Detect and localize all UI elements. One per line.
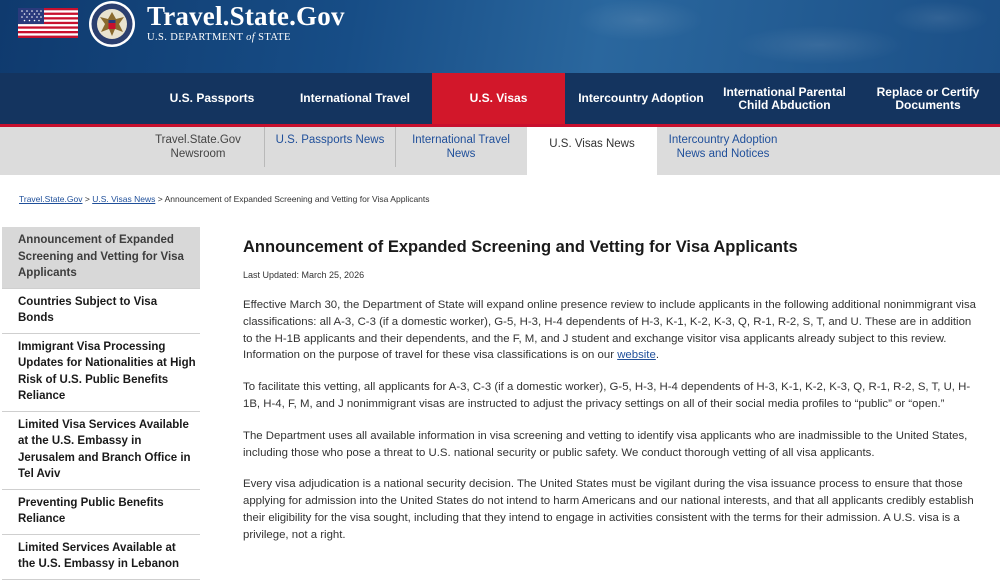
- subnav-separator: [395, 127, 396, 167]
- nav-international-parental-child-abduction[interactable]: International Parental Child Abduction: [723, 84, 846, 112]
- article-paragraph: Effective March 30, the Department of State will expand online presence review to include applicants in the following additional nonimmigrant visa classifications: all A-3, C-3 (if a domestic worker), G-5, H-3, H-4 dependents of H-3, K-1, K-2, K-3, Q, R-1, R-2, S, T, and U. These are in addition to the H-1B applicants and their dependents, and the F, M, and J student and exchange visitor visa applicants already subject to this review. Information on the purpose of travel for these visa classifications is on our website.: [243, 299, 976, 362]
- article-paragraph: The Department uses all available information in visa screening and vetting to identify visa applicants who are inadmissible to the United States, including those who pose a threat to U.S. national security or public safety. We conduct thorough vetting of all visa applicants.: [243, 429, 968, 459]
- nav-replace-or-certify-documents[interactable]: Replace or Certify Documents: [876, 84, 980, 112]
- subnav-intercountry-adoption-news[interactable]: Intercountry Adoption News and Notices: [668, 134, 778, 160]
- nav-us-visas[interactable]: U.S. Visas: [432, 73, 565, 124]
- sidebar-item-expanded-screening[interactable]: Announcement of Expanded Screening and Vetting for Visa Applicants: [2, 227, 200, 289]
- article-paragraph: To facilitate this vetting, all applicants for A-3, C-3 (if a domestic worker), G-5, H-3, H-4 dependents of H-3, K-1, K-2, K-3, Q, R-1, R-2, S, T, U, H-1B, H-4, F, M, and J nonimmigrant visas are instructed to adjust the privacy settings on all of their social media profiles to “public” or “open.”: [243, 381, 971, 410]
- department-subtitle: U.S. DEPARTMENT of STATE: [147, 32, 291, 43]
- breadcrumb-separator: >: [157, 194, 163, 204]
- website-link[interactable]: website: [617, 349, 656, 362]
- site-title[interactable]: Travel.State.Gov: [147, 1, 345, 31]
- subnav-international-travel-news[interactable]: International Travel News: [412, 134, 510, 160]
- us-flag-icon[interactable]: [18, 8, 78, 38]
- sidebar-item-jerusalem-tel-aviv[interactable]: Limited Visa Services Available at the U.S. Embassy in Jerusalem and Branch Office in Tel Aviv: [2, 412, 200, 490]
- secondary-nav: [0, 127, 1000, 175]
- site-brand[interactable]: [147, 1, 345, 43]
- article-title: Announcement of Expanded Screening and Vetting for Visa Applicants: [243, 238, 798, 256]
- primary-nav: [0, 73, 1000, 124]
- subnav-us-visas-news[interactable]: U.S. Visas News: [527, 127, 657, 177]
- header-map-background: [440, 0, 1000, 73]
- nav-international-travel[interactable]: International Travel: [299, 91, 411, 105]
- site-header: [0, 0, 1000, 73]
- sidebar-item-lebanon[interactable]: Limited Services Available at the U.S. Embassy in Lebanon: [2, 535, 200, 580]
- subnav-separator: [264, 127, 265, 167]
- article: [243, 236, 978, 544]
- subnav-newsroom[interactable]: Travel.State.Gov Newsroom: [155, 134, 241, 160]
- breadcrumb-section-link[interactable]: U.S. Visas News: [92, 194, 156, 204]
- department-seal-icon[interactable]: [86, 0, 138, 50]
- last-updated: Last Updated: March 25, 2026: [243, 270, 365, 280]
- breadcrumb-separator: >: [84, 194, 90, 204]
- nav-intercountry-adoption[interactable]: Intercountry Adoption: [578, 91, 704, 105]
- breadcrumb-home-link[interactable]: Travel.State.Gov: [19, 194, 83, 204]
- sidebar-item-immigrant-visa-processing[interactable]: Immigrant Visa Processing Updates for Nationalities at High Risk of U.S. Public Benefits Reliance: [2, 334, 200, 412]
- sidebar-item-public-benefits[interactable]: Preventing Public Benefits Reliance: [2, 490, 200, 535]
- breadcrumb: [19, 194, 430, 204]
- article-paragraph: Every visa adjudication is a national security decision. The United States must be vigilant during the visa issuance process to ensure that those applying for admission into the United States do not intend to harm Americans and our national interests, and that all applicants credibly establish their eligibility for the visa sought, including that they intend to engage in activities consistent with the terms for their admission. A U.S. visa is a privilege, not a right.: [243, 478, 974, 541]
- breadcrumb-current: Announcement of Expanded Screening and Vetting for Visa Applicants: [164, 194, 430, 204]
- sidebar-item-visa-bonds[interactable]: Countries Subject to Visa Bonds: [2, 289, 200, 334]
- sidebar-nav: [2, 227, 200, 580]
- subnav-us-passports-news[interactable]: U.S. Passports News: [275, 134, 385, 146]
- nav-us-passports[interactable]: U.S. Passports: [169, 91, 255, 105]
